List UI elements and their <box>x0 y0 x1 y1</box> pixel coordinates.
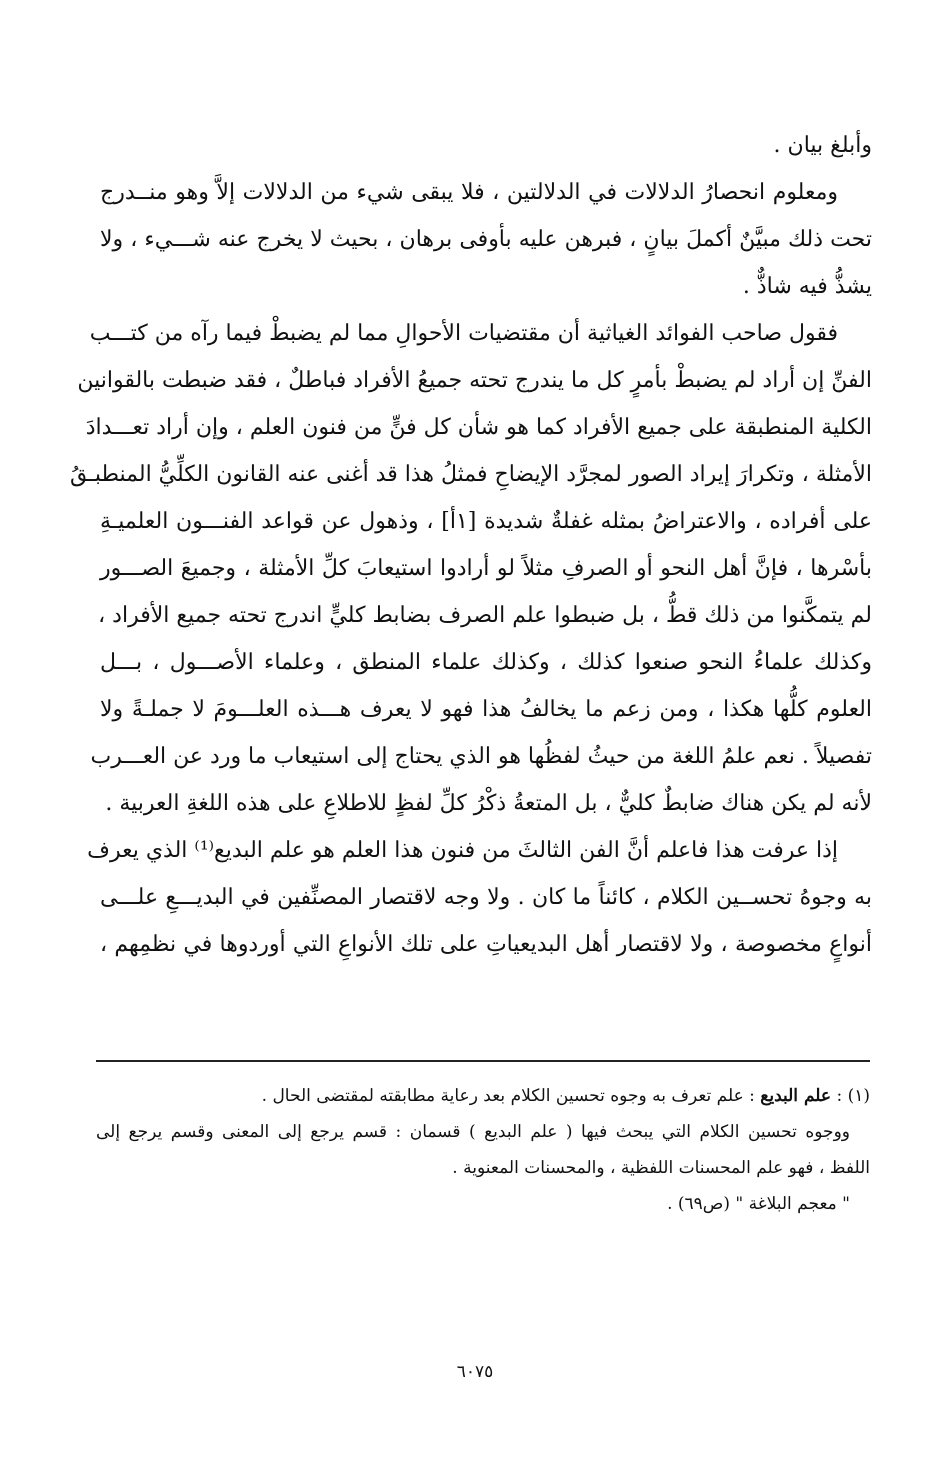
text-line: لم يتمكَّنوا من ذلك قطُّ ، بل ضبطوا علم الصرف بضابط كليٍّ اندرج تحته جميع الأفراد ، <box>98 603 872 628</box>
footnote-line: اللفظ ، فهو علم المحسنات اللفظية ، والمحسنات المعنوية . <box>452 1158 870 1178</box>
text-line: الكلية المنطبقة على جميع الأفراد كما هو شأن كل فنٍّ من فنون العلم ، وإن أراد تعـــدادَ <box>85 415 872 440</box>
footnotes-block <box>96 1078 870 1222</box>
footnote-source: " معجم البلاغة " (ص٦٩) . <box>667 1194 850 1214</box>
text-line: على أفراده ، والاعتراضُ بمثله غفلةٌ شديدة [١أ] ، وذهول عن قواعد الفنـــون العلميـةِ <box>100 509 872 534</box>
page-number: ٦٠٧٥ <box>456 1362 494 1382</box>
footnote-line <box>96 1078 870 1114</box>
footnote-divider <box>96 1060 870 1062</box>
footnote-term: علم البديع <box>760 1086 832 1106</box>
text-line: يشذُّ فيه شاذٌّ . <box>742 274 872 299</box>
text-line: تحت ذلك مبيَّنٌ أكملَ بيانٍ ، فبرهن عليه بأوفى برهان ، بحيث لا يخرج عنه شـــيء ، ولا <box>100 227 872 252</box>
footnote-marker: (١) : <box>836 1086 870 1106</box>
text-line: وأبلغ بيان . <box>773 133 872 158</box>
text-line: ومعلوم انحصارُ الدلالات في الدلالتين ، فلا يبقى شيء من الدلالات إلاَّ وهو منــدرج <box>100 180 838 205</box>
text-line: لأنه لم يكن هناك ضابطٌ كليٌّ ، بل المتعةُ ذكْرُ كلِّ لفظٍ للاطلاعِ على هذه اللغةِ العربية . <box>105 791 872 816</box>
text-line: بأسْرها ، فإنَّ أهل النحو أو الصرفِ مثلاً لو أرادوا استيعابَ كلِّ الأمثلة ، وجميعَ الصـــور <box>100 556 872 581</box>
footnote-line: ووجوه تحسين الكلام التي يبحث فيها ( علم البديع ) قسمان : قسم يرجع إلى المعنى وقسم يرجع إلى <box>96 1122 850 1142</box>
footnote-definition: : علم تعرف به وجوه تحسين الكلام بعد رعاية مطابقته لمقتضى الحال . <box>261 1086 755 1106</box>
text-line: العلوم كلُّها هكذا ، ومن زعم ما يخالفُ هذا فهو لا يعرف هـــذه العلـــومَ لا جملـةً ولا <box>100 697 872 722</box>
text-line: وكذلك علماءُ النحو صنعوا كذلك ، وكذلك علماء المنطق ، وعلماء الأصـــول ، بـــل <box>100 650 872 675</box>
text-line: الأمثلة ، وتكرارَ إيراد الصور لمجرَّد الإيضاحِ فمثلُ هذا قد أغنى عنه القانون الكلِّيُّ المنطبـقُ <box>70 462 872 487</box>
text-line: أنواعٍ مخصوصة ، ولا لاقتصار أهل البديعياتِ على تلك الأنواعِ التي أوردوها في نظمِهم ، <box>100 932 872 957</box>
text-line: إذا عرفت هذا فاعلم أنَّ الفن الثالثَ من فنون هذا العلم هو علم البديع⁽¹⁾ الذي يعرف <box>87 838 838 863</box>
text-line: به وجوهُ تحســين الكلام ، كائناً ما كان . ولا وجه لاقتصار المصنِّفين في البديـــعِ علـــى <box>100 885 872 910</box>
text-line: تفصيلاً . نعم علمُ اللغة من حيثُ لفظُها هو الذي يحتاج إلى استيعاب ما ورد عن العـــرب <box>90 744 872 769</box>
text-line: الفنِّ إن أراد لم يضبطْ بأمرٍ كل ما يندرج تحته جميعُ الأفراد فباطلٌ ، فقد ضبطت بالقوانين <box>77 368 872 393</box>
main-text-block <box>70 122 872 968</box>
text-line: فقول صاحب الفوائد الغياثية أن مقتضيات الأحوالِ مما لم يضبطْ فيما رآه من كتـــب <box>89 321 838 346</box>
